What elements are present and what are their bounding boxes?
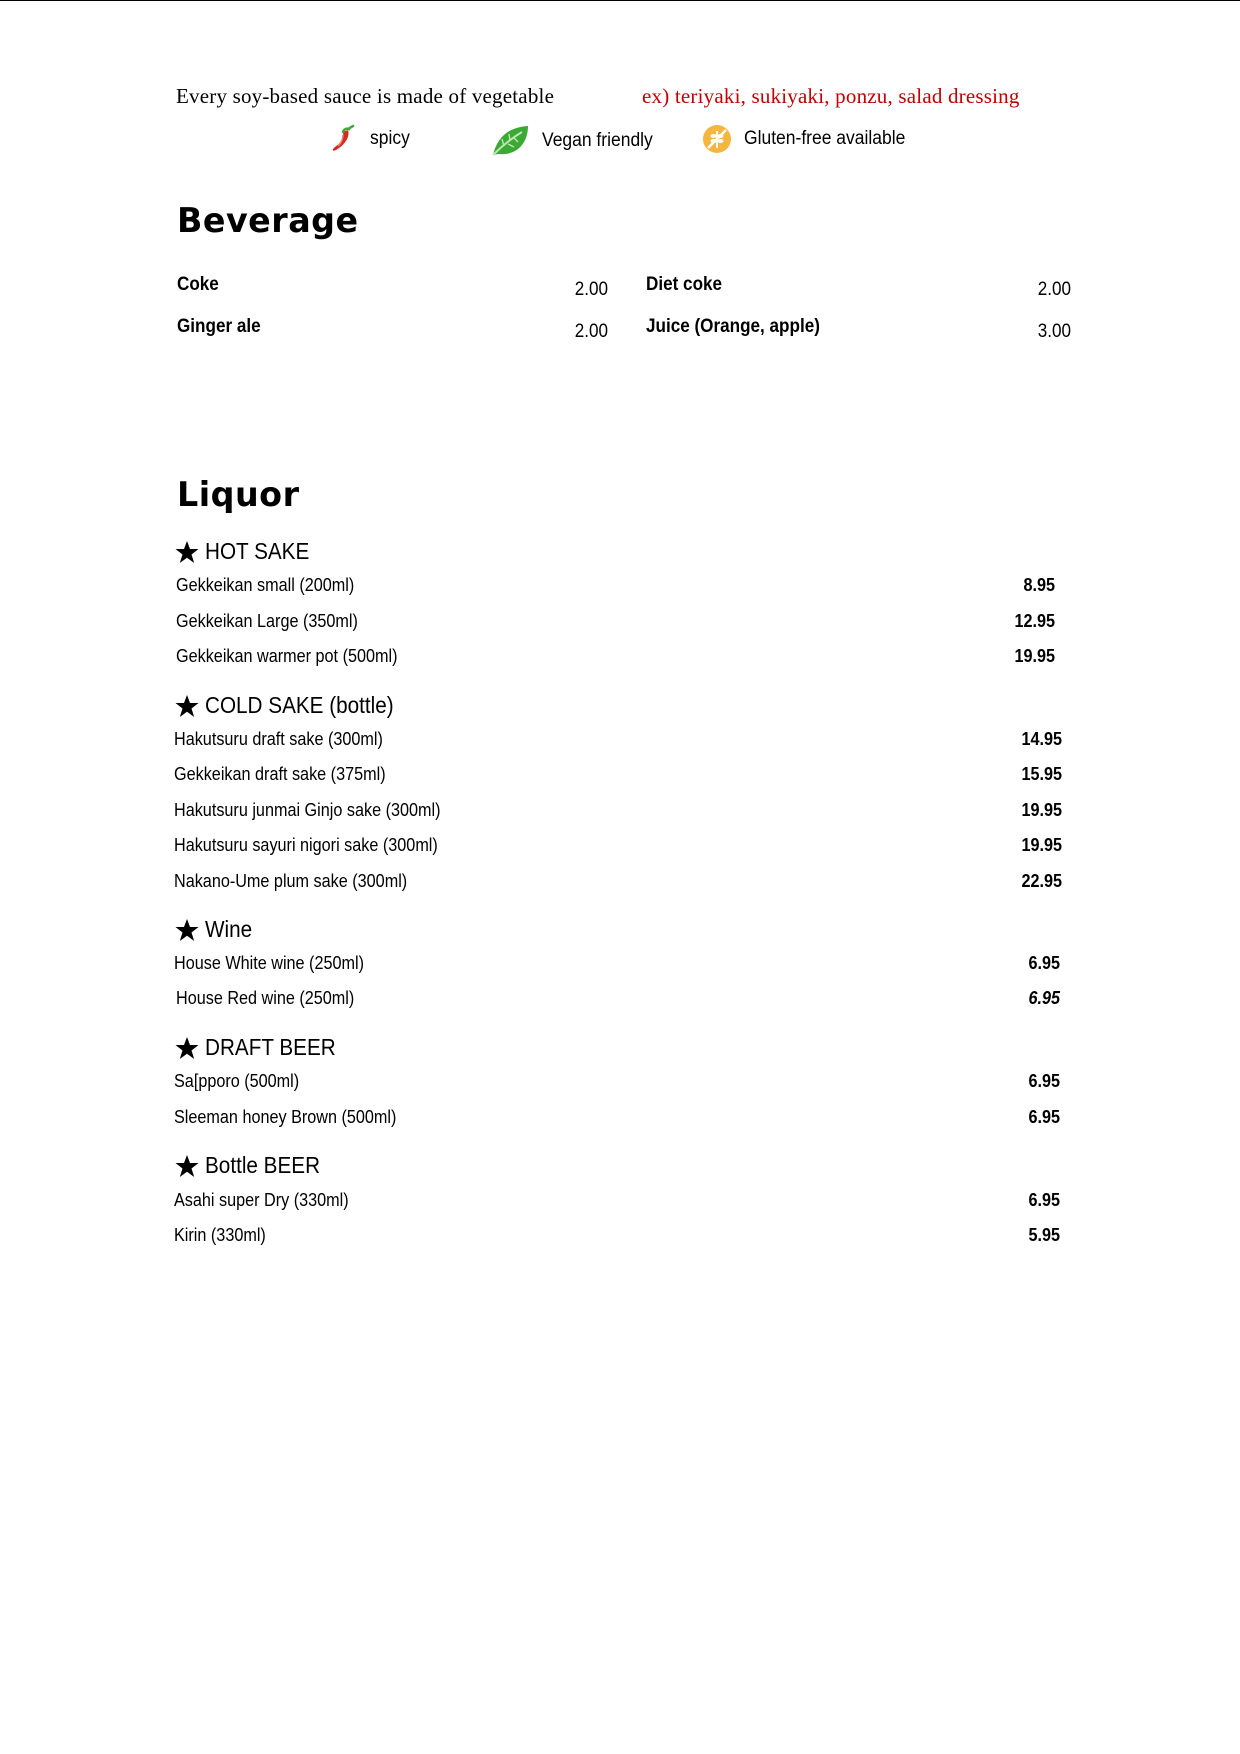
menu-item-name: Gekkeikan small (200ml) <box>176 575 355 595</box>
star-icon <box>175 1154 199 1178</box>
menu-item-price: 8.95 <box>1023 575 1055 595</box>
beverage-item-name: Ginger ale <box>177 316 261 337</box>
menu-item-price: 6.95 <box>1028 1107 1060 1127</box>
menu-item-price: 19.95 <box>1014 646 1055 666</box>
menu-item-name: Sa[pporo (500ml) <box>174 1071 300 1091</box>
menu-item-name: Gekkeikan draft sake (375ml) <box>174 764 386 784</box>
category-wine <box>175 916 257 943</box>
category-hot-sake <box>175 538 321 565</box>
menu-item-name: Nakano-Ume plum sake (300ml) <box>174 871 408 891</box>
top-border-line <box>0 0 1240 1</box>
beverage-item-price: 2.00 <box>1037 279 1071 300</box>
legend-label-vegan: Vegan friendly <box>542 130 653 151</box>
menu-item-name: Gekkeikan Large (350ml) <box>176 611 358 631</box>
category-title: Bottle BEER <box>205 1152 321 1178</box>
beverage-item-price: 2.00 <box>574 321 608 342</box>
beverage-item-price: 3.00 <box>1037 321 1071 342</box>
menu-item-price: 5.95 <box>1028 1225 1060 1245</box>
legend-vegan <box>490 124 662 158</box>
menu-item-price: 6.95 <box>1028 988 1060 1008</box>
beverage-item-name: Coke <box>177 274 219 295</box>
category-title: Wine <box>205 916 253 942</box>
leaf-icon <box>490 124 530 158</box>
menu-item-name: Gekkeikan warmer pot (500ml) <box>176 646 398 666</box>
beverage-title: Beverage <box>177 201 359 241</box>
menu-item-price: 6.95 <box>1028 1190 1060 1210</box>
menu-item-name: Hakutsuru junmai Ginjo sake (300ml) <box>174 800 441 820</box>
category-title: COLD SAKE (bottle) <box>205 692 394 718</box>
beverage-item-price: 2.00 <box>574 279 608 300</box>
legend-gluten-free <box>702 124 919 154</box>
beverage-item-name: Juice (Orange, apple) <box>646 316 820 337</box>
sauce-note-text: Every soy-based sauce is made of vegetable <box>176 84 555 108</box>
beverage-item-name: Diet coke <box>646 274 723 295</box>
menu-item-name: House Red wine (250ml) <box>176 988 355 1008</box>
star-icon <box>175 694 199 718</box>
category-bottle-beer <box>175 1152 333 1179</box>
chili-pepper-icon <box>328 124 358 154</box>
category-draft-beer <box>175 1034 350 1061</box>
menu-item-name: House White wine (250ml) <box>174 953 364 973</box>
menu-item-price: 12.95 <box>1014 611 1055 631</box>
liquor-title: Liquor <box>177 475 300 515</box>
legend-label-spicy: spicy <box>370 128 410 149</box>
category-title: DRAFT BEER <box>205 1034 336 1060</box>
gluten-free-icon <box>702 124 732 154</box>
menu-item-price: 6.95 <box>1028 953 1060 973</box>
menu-item-price: 15.95 <box>1021 764 1062 784</box>
menu-item-name: Kirin (330ml) <box>174 1225 266 1245</box>
sauce-note <box>176 84 1020 109</box>
menu-item-price: 19.95 <box>1021 800 1062 820</box>
star-icon <box>175 918 199 942</box>
category-title: HOT SAKE <box>205 538 310 564</box>
menu-item-price: 14.95 <box>1021 729 1062 749</box>
menu-item-name: Hakutsuru sayuri nigori sake (300ml) <box>174 835 438 855</box>
legend-spicy <box>328 124 413 154</box>
menu-item-name: Asahi super Dry (330ml) <box>174 1190 349 1210</box>
menu-item-price: 6.95 <box>1028 1071 1060 1091</box>
legend-label-gluten-free: Gluten-free available <box>744 128 906 149</box>
category-cold-sake <box>175 692 415 719</box>
sauce-note-examples: ex) teriyaki, sukiyaki, ponzu, salad dressing <box>642 84 1020 108</box>
menu-item-price: 19.95 <box>1021 835 1062 855</box>
star-icon <box>175 1036 199 1060</box>
menu-item-price: 22.95 <box>1021 871 1062 891</box>
menu-item-name: Sleeman honey Brown (500ml) <box>174 1107 397 1127</box>
star-icon <box>175 540 199 564</box>
menu-item-name: Hakutsuru draft sake (300ml) <box>174 729 383 749</box>
